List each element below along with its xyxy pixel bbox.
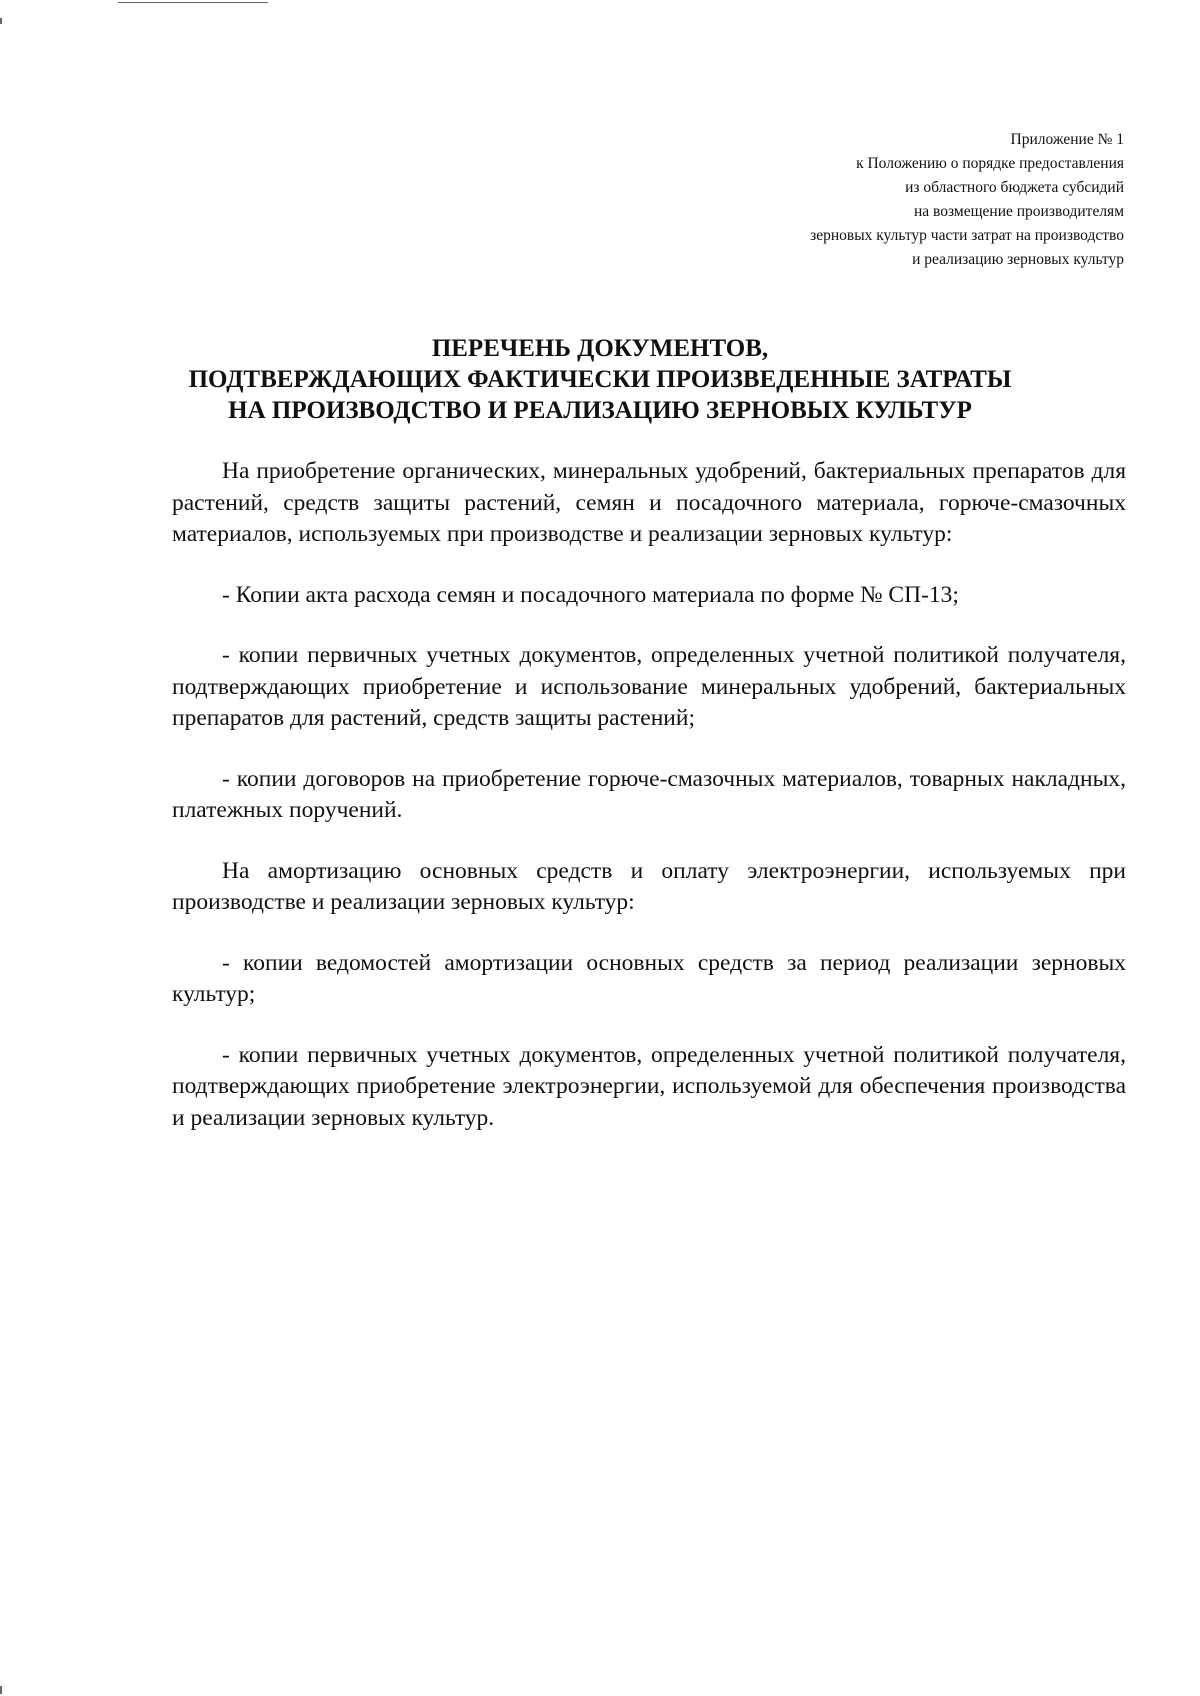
document-body (172, 456, 1126, 1163)
appendix-line: зерновых культур части затрат на производство (810, 227, 1124, 244)
title-line: ПОДТВЕРЖДАЮЩИХ ФАКТИЧЕСКИ ПРОИЗВЕДЕННЫЕ ЗАТРАТЫ (188, 366, 1012, 393)
body-paragraph: - копии ведомостей амортизации основных средств за период реализации зерновых культур; (172, 949, 1126, 1007)
document-title (0, 333, 1200, 426)
scan-mark-left-bottom (0, 1686, 2, 1694)
appendix-line: и реализацию зерновых культур (912, 251, 1124, 268)
body-paragraph: - Копии акта расхода семян и посадочного материала по форме № СП-13; (222, 581, 959, 608)
title-line: ПЕРЕЧЕНЬ ДОКУМЕНТОВ, (431, 335, 769, 362)
appendix-line: Приложение № 1 (1010, 131, 1124, 148)
scan-mark-top (118, 2, 268, 3)
appendix-line: из областного бюджета субсидий (905, 179, 1124, 196)
scan-mark-left-top (0, 18, 2, 24)
body-paragraph: На приобретение органических, минеральных удобрений, бактериальных препаратов для растений, средств защиты растений, семян и посадочного материала, горюче-смазочных материалов, используемых при производстве и реализации зерновых культур: (172, 458, 1126, 547)
body-paragraph: - копии первичных учетных документов, определенных учетной политикой получателя, подтверждающих приобретение и использование минеральных удобрений, бактериальных препаратов для растений, средств защиты растений; (172, 642, 1126, 731)
body-paragraph: На амортизацию основных средств и оплату электроэнергии, используемых при производстве и реализации зерновых культур: (172, 857, 1126, 915)
title-line: НА ПРОИЗВОДСТВО И РЕАЛИЗАЦИЮ ЗЕРНОВЫХ КУЛЬТУР (228, 397, 972, 424)
appendix-note (810, 128, 1124, 272)
appendix-line: к Положению о порядке предоставления (856, 155, 1124, 172)
body-paragraph: - копии первичных учетных документов, определенных учетной политикой получателя, подтверждающих приобретение электроэнергии, используемой для обеспечения производства и реализации зерновых культур. (172, 1041, 1126, 1131)
body-paragraph: - копии договоров на приобретение горюче-смазочных материалов, товарных накладных, платежных поручений. (172, 765, 1126, 823)
appendix-line: на возмещение производителям (914, 203, 1124, 220)
